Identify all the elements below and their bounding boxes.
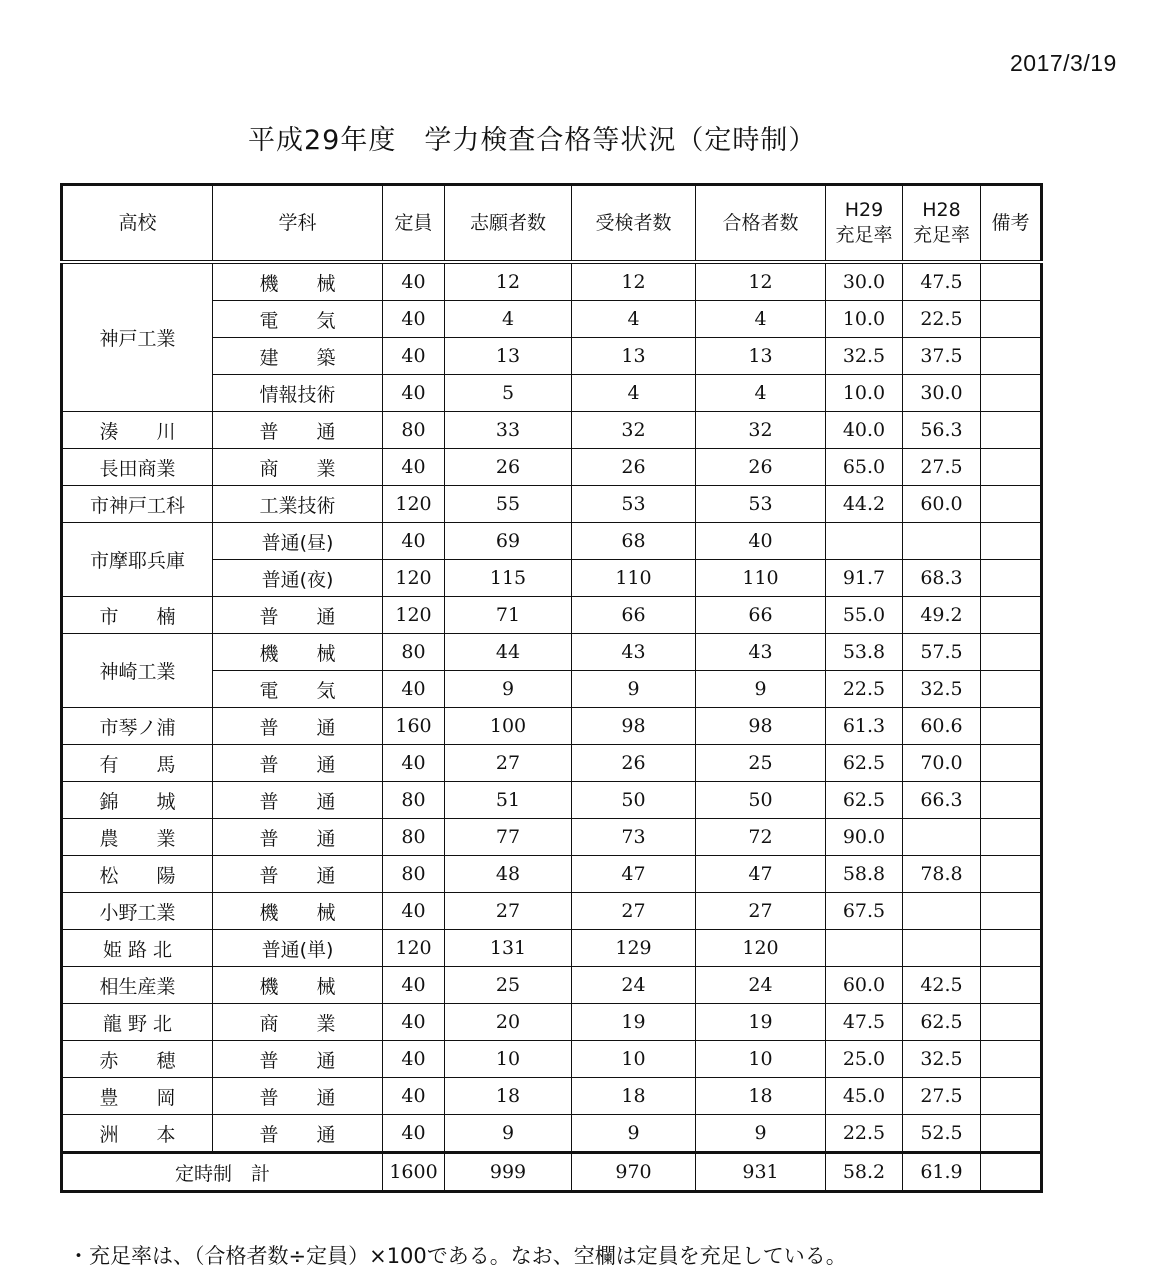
passed-cell: 40 [696, 523, 826, 560]
examinees-cell: 53 [572, 486, 696, 523]
dept-cell: 普 通 [213, 597, 383, 634]
h29-cell [826, 930, 903, 967]
capacity-cell: 40 [383, 745, 445, 782]
footnote: ・充足率は、（合格者数÷定員）×100である。なお、空欄は定員を充足している。 [68, 1244, 847, 1268]
document-date: 2017/3/19 [1010, 50, 1117, 76]
passed-cell: 120 [696, 930, 826, 967]
passed-cell: 4 [696, 375, 826, 412]
school-cell: 小野工業 [62, 893, 213, 930]
school-cell: 赤 穂 [62, 1041, 213, 1078]
applicants-cell: 9 [445, 671, 572, 708]
school-cell: 農 業 [62, 819, 213, 856]
school-cell: 湊 川 [62, 412, 213, 449]
remarks-cell [981, 449, 1042, 486]
school-cell: 豊 岡 [62, 1078, 213, 1115]
examinees-cell: 18 [572, 1078, 696, 1115]
applicants-cell: 44 [445, 634, 572, 671]
h29-cell: 90.0 [826, 819, 903, 856]
total-row [62, 1153, 1042, 1192]
h29-cell: 30.0 [826, 262, 903, 301]
school-cell: 市摩耶兵庫 [62, 523, 213, 597]
applicants-cell: 55 [445, 486, 572, 523]
examinees-cell: 26 [572, 449, 696, 486]
h28-cell: 60.0 [903, 486, 981, 523]
capacity-cell: 40 [383, 1078, 445, 1115]
examinees-cell: 26 [572, 745, 696, 782]
passed-cell: 9 [696, 671, 826, 708]
applicants-cell: 115 [445, 560, 572, 597]
applicants-cell: 9 [445, 1115, 572, 1153]
passed-cell: 32 [696, 412, 826, 449]
h29-cell: 22.5 [826, 1115, 903, 1153]
passed-cell: 13 [696, 338, 826, 375]
total-h29-rate: 58.2 [826, 1153, 903, 1192]
h28-cell [903, 819, 981, 856]
h28-cell: 42.5 [903, 967, 981, 1004]
h28-cell: 27.5 [903, 1078, 981, 1115]
total-label: 定時制 計 [62, 1153, 383, 1192]
remarks-cell [981, 560, 1042, 597]
passed-cell: 4 [696, 301, 826, 338]
passed-cell: 98 [696, 708, 826, 745]
applicants-cell: 33 [445, 412, 572, 449]
applicants-cell: 51 [445, 782, 572, 819]
school-cell: 相生産業 [62, 967, 213, 1004]
h29-cell: 10.0 [826, 301, 903, 338]
h28-cell: 30.0 [903, 375, 981, 412]
h29-cell: 53.8 [826, 634, 903, 671]
passed-cell: 24 [696, 967, 826, 1004]
remarks-cell [981, 486, 1042, 523]
capacity-cell: 40 [383, 262, 445, 301]
applicants-cell: 27 [445, 745, 572, 782]
capacity-cell: 40 [383, 967, 445, 1004]
remarks-cell [981, 782, 1042, 819]
table-body [62, 262, 1042, 1153]
school-cell: 神崎工業 [62, 634, 213, 708]
header-h29-rate [826, 185, 903, 263]
table-row [62, 597, 1042, 634]
remarks-cell [981, 708, 1042, 745]
dept-cell: 普 通 [213, 782, 383, 819]
dept-cell: 普通(単) [213, 930, 383, 967]
h29-cell: 65.0 [826, 449, 903, 486]
h29-cell: 67.5 [826, 893, 903, 930]
h28-cell: 47.5 [903, 262, 981, 301]
h29-cell: 40.0 [826, 412, 903, 449]
header-dept: 学科 [213, 185, 383, 263]
remarks-cell [981, 856, 1042, 893]
passed-cell: 27 [696, 893, 826, 930]
h28-cell: 60.6 [903, 708, 981, 745]
h29-cell: 44.2 [826, 486, 903, 523]
examinees-cell: 27 [572, 893, 696, 930]
capacity-cell: 80 [383, 782, 445, 819]
capacity-cell: 80 [383, 856, 445, 893]
capacity-cell: 40 [383, 671, 445, 708]
h28-cell: 32.5 [903, 671, 981, 708]
examinees-cell: 68 [572, 523, 696, 560]
examinees-cell: 13 [572, 338, 696, 375]
examinees-cell: 47 [572, 856, 696, 893]
remarks-cell [981, 930, 1042, 967]
h29-cell: 55.0 [826, 597, 903, 634]
table-row [62, 634, 1042, 671]
applicants-cell: 18 [445, 1078, 572, 1115]
school-cell: 松 陽 [62, 856, 213, 893]
header-school: 高校 [62, 185, 213, 263]
dept-cell: 普 通 [213, 412, 383, 449]
results-table [60, 183, 1043, 1193]
passed-cell: 47 [696, 856, 826, 893]
h28-cell: 27.5 [903, 449, 981, 486]
dept-cell: 普 通 [213, 856, 383, 893]
h28-cell: 49.2 [903, 597, 981, 634]
table-row [62, 1115, 1042, 1153]
capacity-cell: 80 [383, 634, 445, 671]
remarks-cell [981, 523, 1042, 560]
school-cell: 長田商業 [62, 449, 213, 486]
total-remarks [981, 1153, 1042, 1192]
h28-cell [903, 930, 981, 967]
passed-cell: 12 [696, 262, 826, 301]
h29-cell: 10.0 [826, 375, 903, 412]
remarks-cell [981, 597, 1042, 634]
passed-cell: 10 [696, 1041, 826, 1078]
applicants-cell: 10 [445, 1041, 572, 1078]
header-applicants: 志願者数 [445, 185, 572, 263]
capacity-cell: 80 [383, 412, 445, 449]
passed-cell: 110 [696, 560, 826, 597]
applicants-cell: 20 [445, 1004, 572, 1041]
h29-cell: 47.5 [826, 1004, 903, 1041]
h29-cell: 60.0 [826, 967, 903, 1004]
h28-cell: 66.3 [903, 782, 981, 819]
total-examinees: 970 [572, 1153, 696, 1192]
examinees-cell: 110 [572, 560, 696, 597]
table-row [62, 523, 1042, 560]
dept-cell: 建 築 [213, 338, 383, 375]
school-cell: 市琴ノ浦 [62, 708, 213, 745]
examinees-cell: 43 [572, 634, 696, 671]
table-row [62, 745, 1042, 782]
h28-cell: 78.8 [903, 856, 981, 893]
examinees-cell: 12 [572, 262, 696, 301]
remarks-cell [981, 412, 1042, 449]
passed-cell: 66 [696, 597, 826, 634]
remarks-cell [981, 1041, 1042, 1078]
examinees-cell: 50 [572, 782, 696, 819]
dept-cell: 情報技術 [213, 375, 383, 412]
examinees-cell: 9 [572, 1115, 696, 1153]
h29-cell: 32.5 [826, 338, 903, 375]
capacity-cell: 40 [383, 1004, 445, 1041]
dept-cell: 電 気 [213, 671, 383, 708]
passed-cell: 19 [696, 1004, 826, 1041]
capacity-cell: 40 [383, 375, 445, 412]
dept-cell: 普通(昼) [213, 523, 383, 560]
applicants-cell: 77 [445, 819, 572, 856]
page-title: 平成29年度 学力検査合格等状況（定時制） [248, 125, 817, 156]
table-row [62, 819, 1042, 856]
school-cell: 市 楠 [62, 597, 213, 634]
remarks-cell [981, 634, 1042, 671]
h28-cell: 37.5 [903, 338, 981, 375]
h28-cell: 22.5 [903, 301, 981, 338]
dept-cell: 工業技術 [213, 486, 383, 523]
capacity-cell: 160 [383, 708, 445, 745]
applicants-cell: 69 [445, 523, 572, 560]
table-header-row [62, 185, 1042, 263]
table-row [62, 708, 1042, 745]
table-row [62, 449, 1042, 486]
header-h29-line1: H29 [844, 199, 884, 221]
capacity-cell: 120 [383, 930, 445, 967]
capacity-cell: 80 [383, 819, 445, 856]
h28-cell [903, 893, 981, 930]
examinees-cell: 9 [572, 671, 696, 708]
header-h29-line2: 充足率 [835, 224, 893, 246]
applicants-cell: 4 [445, 301, 572, 338]
h29-cell: 22.5 [826, 671, 903, 708]
dept-cell: 機 械 [213, 893, 383, 930]
remarks-cell [981, 671, 1042, 708]
total-h28-rate: 61.9 [903, 1153, 981, 1192]
table-row [62, 782, 1042, 819]
table-row [62, 1078, 1042, 1115]
examinees-cell: 32 [572, 412, 696, 449]
school-cell: 有 馬 [62, 745, 213, 782]
remarks-cell [981, 338, 1042, 375]
applicants-cell: 27 [445, 893, 572, 930]
table-row [62, 1004, 1042, 1041]
dept-cell: 普通(夜) [213, 560, 383, 597]
table-row [62, 1041, 1042, 1078]
applicants-cell: 100 [445, 708, 572, 745]
dept-cell: 普 通 [213, 819, 383, 856]
table-row [62, 856, 1042, 893]
h28-cell: 62.5 [903, 1004, 981, 1041]
total-applicants: 999 [445, 1153, 572, 1192]
dept-cell: 普 通 [213, 745, 383, 782]
examinees-cell: 129 [572, 930, 696, 967]
remarks-cell [981, 1115, 1042, 1153]
school-cell: 龍 野 北 [62, 1004, 213, 1041]
table-row [62, 262, 1042, 301]
passed-cell: 18 [696, 1078, 826, 1115]
remarks-cell [981, 819, 1042, 856]
h29-cell: 91.7 [826, 560, 903, 597]
h29-cell: 61.3 [826, 708, 903, 745]
applicants-cell: 48 [445, 856, 572, 893]
remarks-cell [981, 301, 1042, 338]
passed-cell: 43 [696, 634, 826, 671]
school-cell: 洲 本 [62, 1115, 213, 1153]
capacity-cell: 40 [383, 893, 445, 930]
capacity-cell: 120 [383, 597, 445, 634]
dept-cell: 機 械 [213, 262, 383, 301]
examinees-cell: 73 [572, 819, 696, 856]
applicants-cell: 25 [445, 967, 572, 1004]
table-row [62, 930, 1042, 967]
remarks-cell [981, 1078, 1042, 1115]
examinees-cell: 98 [572, 708, 696, 745]
applicants-cell: 26 [445, 449, 572, 486]
remarks-cell [981, 745, 1042, 782]
capacity-cell: 40 [383, 1115, 445, 1153]
header-passed: 合格者数 [696, 185, 826, 263]
applicants-cell: 71 [445, 597, 572, 634]
remarks-cell [981, 262, 1042, 301]
header-capacity: 定員 [383, 185, 445, 263]
remarks-cell [981, 967, 1042, 1004]
passed-cell: 72 [696, 819, 826, 856]
school-cell: 錦 城 [62, 782, 213, 819]
h29-cell: 62.5 [826, 782, 903, 819]
remarks-cell [981, 375, 1042, 412]
examinees-cell: 66 [572, 597, 696, 634]
h28-cell [903, 523, 981, 560]
dept-cell: 商 業 [213, 1004, 383, 1041]
h29-cell: 25.0 [826, 1041, 903, 1078]
passed-cell: 53 [696, 486, 826, 523]
applicants-cell: 13 [445, 338, 572, 375]
remarks-cell [981, 893, 1042, 930]
table-row [62, 412, 1042, 449]
school-cell: 神戸工業 [62, 262, 213, 412]
examinees-cell: 4 [572, 375, 696, 412]
h28-cell: 70.0 [903, 745, 981, 782]
examinees-cell: 10 [572, 1041, 696, 1078]
passed-cell: 25 [696, 745, 826, 782]
examinees-cell: 4 [572, 301, 696, 338]
table-row [62, 967, 1042, 1004]
capacity-cell: 120 [383, 486, 445, 523]
dept-cell: 普 通 [213, 1115, 383, 1153]
remarks-cell [981, 1004, 1042, 1041]
total-capacity: 1600 [383, 1153, 445, 1192]
dept-cell: 普 通 [213, 1041, 383, 1078]
applicants-cell: 131 [445, 930, 572, 967]
header-examinees: 受検者数 [572, 185, 696, 263]
passed-cell: 26 [696, 449, 826, 486]
dept-cell: 機 械 [213, 634, 383, 671]
examinees-cell: 24 [572, 967, 696, 1004]
h29-cell: 62.5 [826, 745, 903, 782]
capacity-cell: 40 [383, 1041, 445, 1078]
school-cell: 市神戸工科 [62, 486, 213, 523]
h29-cell [826, 523, 903, 560]
school-cell: 姫 路 北 [62, 930, 213, 967]
capacity-cell: 40 [383, 301, 445, 338]
dept-cell: 機 械 [213, 967, 383, 1004]
h28-cell: 68.3 [903, 560, 981, 597]
dept-cell: 商 業 [213, 449, 383, 486]
capacity-cell: 120 [383, 560, 445, 597]
h28-cell: 56.3 [903, 412, 981, 449]
passed-cell: 9 [696, 1115, 826, 1153]
applicants-cell: 12 [445, 262, 572, 301]
examinees-cell: 19 [572, 1004, 696, 1041]
table-row [62, 893, 1042, 930]
applicants-cell: 5 [445, 375, 572, 412]
passed-cell: 50 [696, 782, 826, 819]
header-h28-line2: 充足率 [912, 224, 970, 246]
h28-cell: 52.5 [903, 1115, 981, 1153]
header-remarks: 備考 [981, 185, 1042, 263]
h29-cell: 58.8 [826, 856, 903, 893]
h28-cell: 57.5 [903, 634, 981, 671]
dept-cell: 普 通 [213, 708, 383, 745]
capacity-cell: 40 [383, 449, 445, 486]
dept-cell: 普 通 [213, 1078, 383, 1115]
table-row [62, 486, 1042, 523]
capacity-cell: 40 [383, 338, 445, 375]
capacity-cell: 40 [383, 523, 445, 560]
header-h28-rate [903, 185, 981, 263]
header-h28-line1: H28 [922, 199, 961, 221]
dept-cell: 電 気 [213, 301, 383, 338]
h29-cell: 45.0 [826, 1078, 903, 1115]
h28-cell: 32.5 [903, 1041, 981, 1078]
total-passed: 931 [696, 1153, 826, 1192]
